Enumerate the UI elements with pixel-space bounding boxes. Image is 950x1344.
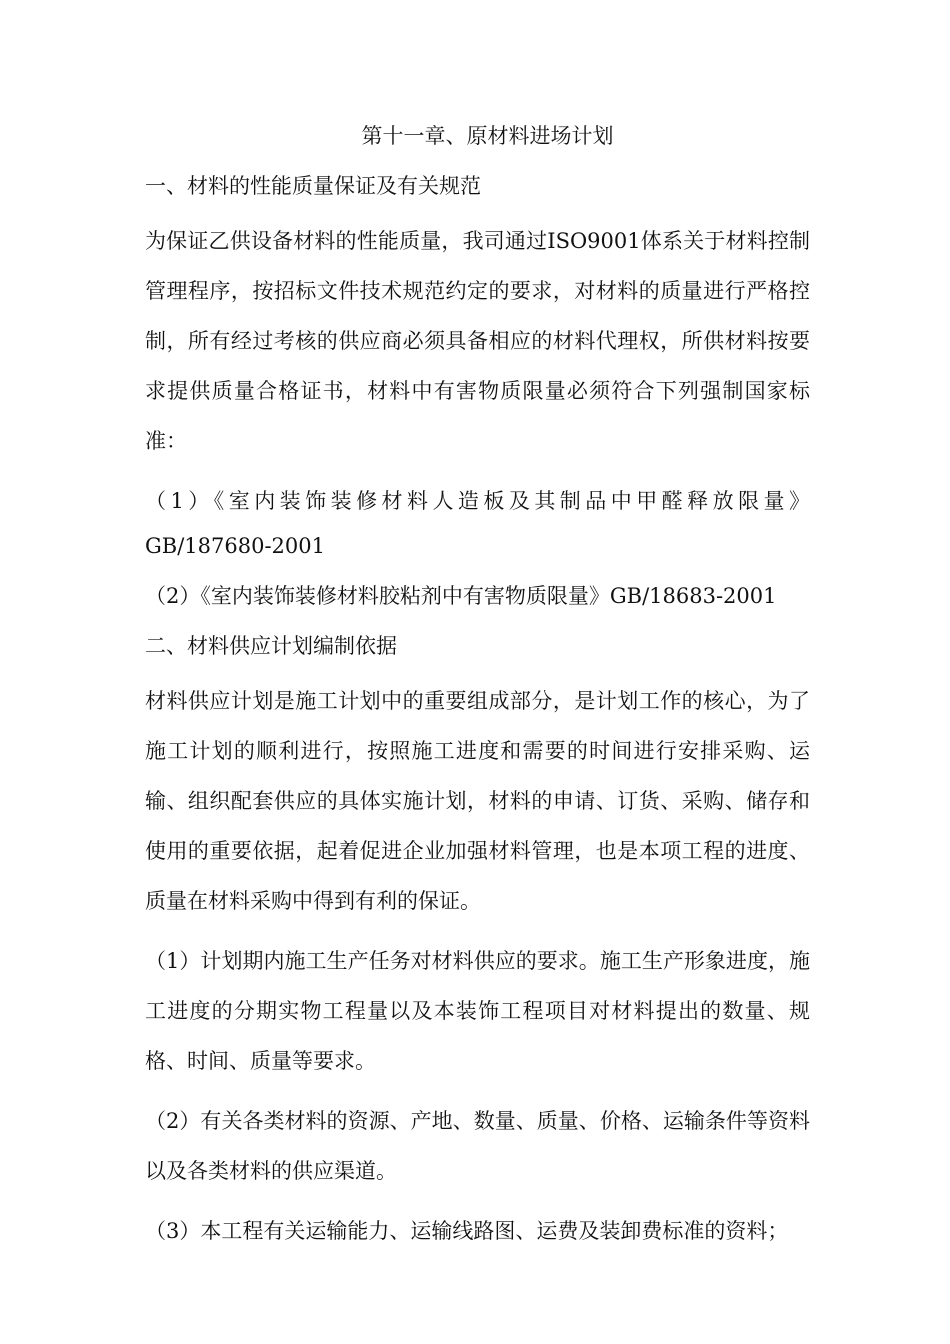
list-item-basis-1: （1）计划期内施工生产任务对材料供应的要求。施工生产形象进度，施工进度的分期实物工程量以及本装饰工程项目对材料提出的数量、规格、时间、质量等要求。 (145, 949, 810, 1073)
list-item-standard-2: （2）《室内装饰装修材料胶粘剂中有害物质限量》GB/18683-2001 (145, 584, 777, 608)
chapter-title: 第十一章、原材料进场计划 (361, 124, 614, 148)
document-body (145, 116, 810, 1266)
section-heading-quality: 一、材料的性能质量保证及有关规范 (145, 174, 481, 198)
list-item-basis-2: （2）有关各类材料的资源、产地、数量、质量、价格、运输条件等资料以及各类材料的供应渠道。 (145, 1109, 810, 1183)
list-item-standard-1-code: GB/187680-2001 (145, 534, 325, 558)
section-heading-supply-plan: 二、材料供应计划编制依据 (145, 634, 397, 658)
paragraph-supply-plan: 材料供应计划是施工计划中的重要组成部分，是计划工作的核心，为了施工计划的顺利进行，按照施工进度和需要的时间进行安排采购、运输、组织配套供应的具体实施计划，材料的申请、订货、采购、储存和使用的重要依据，起着促进企业加强材料管理，也是本项工程的进度、质量在材料采购中得到有利的保证。 (145, 689, 810, 913)
list-item-standard-1: （1）《室内装饰装修材料人造板及其制品中甲醛释放限量》 (145, 489, 810, 513)
list-item-basis-3: （3）本工程有关运输能力、运输线路图、运费及装卸费标准的资料； (145, 1219, 789, 1243)
paragraph-quality-guarantee: 为保证乙供设备材料的性能质量，我司通过ISO9001体系关于材料控制管理程序，按招标文件技术规范约定的要求，对材料的质量进行严格控制，所有经过考核的供应商必须具备相应的材料代理权，所供材料按要求提供质量合格证书，材料中有害物质限量必须符合下列强制国家标准： (145, 229, 810, 453)
